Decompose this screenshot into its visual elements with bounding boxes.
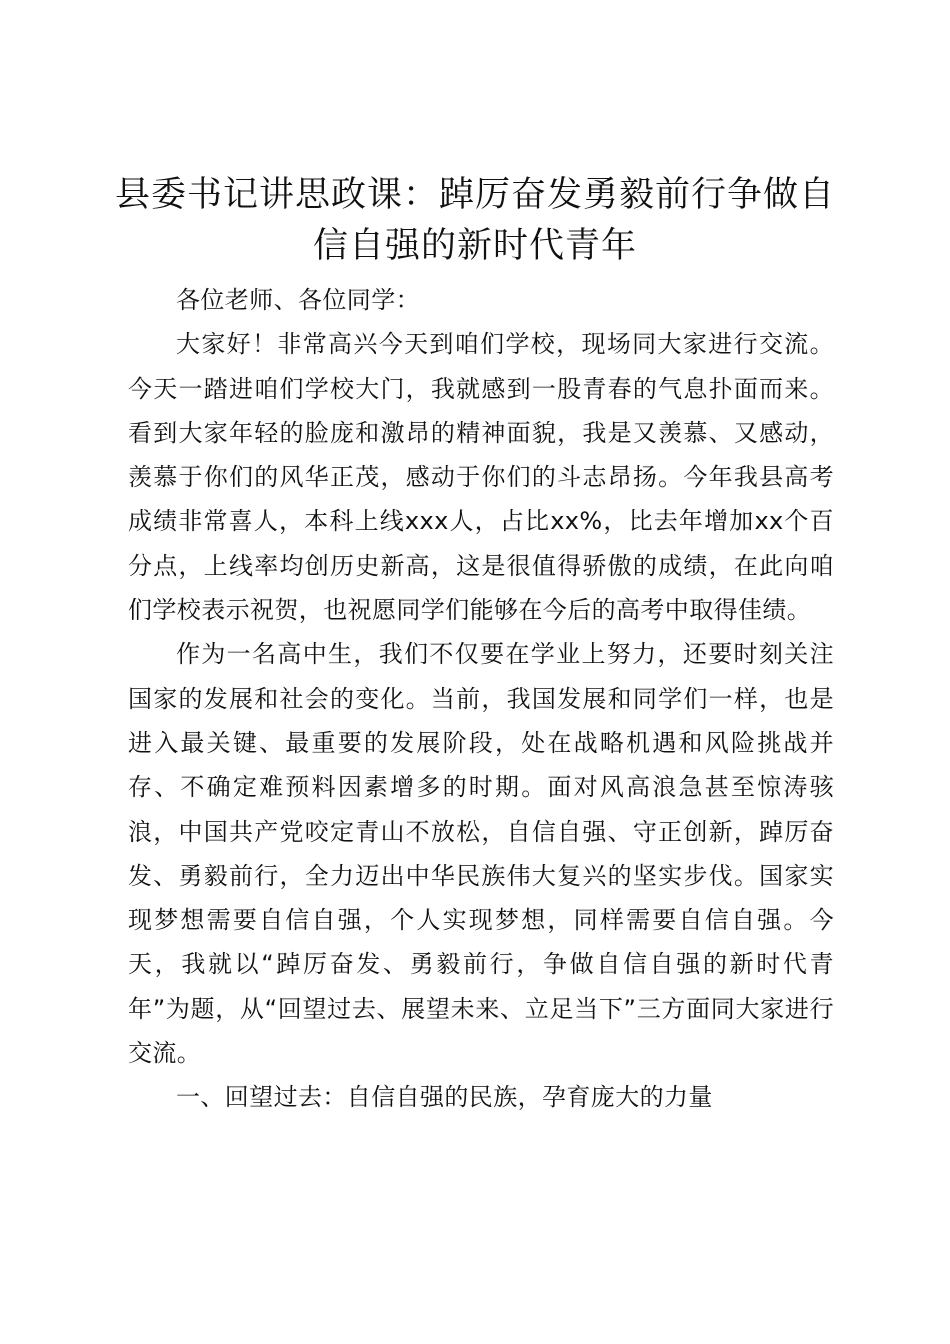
- paragraph-greeting: 大家好！非常高兴今天到咱们学校，现场同大家进行交流。今天一踏进咱们学校大门，我就感到一股青春的气息扑面而来。看到大家年轻的脸庞和激昂的精神面貌，我是又羡慕、又感动，羡慕于你们的风华正茂，感动于你们的斗志昂扬。今年我县高考成绩非常喜人，本科上线xxx人，占比xx%，比去年增加xx个百分点，上线率均创历史新高，这是很值得骄傲的成绩，在此向咱们学校表示祝贺，也祝愿同学们能够在今后的高考中取得佳绩。: [128, 330, 834, 625]
- salutation: 各位老师、各位同学：: [176, 286, 420, 314]
- section-heading: 一、回望过去：自信自强的民族，孕育庞大的力量: [176, 1083, 713, 1112]
- document-body: [128, 278, 834, 1120]
- document-title: 县委书记讲思政课：踔厉奋发勇毅前行争做自信自强的新时代青年: [114, 175, 835, 266]
- paragraph-introduction: 作为一名高中生，我们不仅要在学业上努力，还要时刻关注国家的发展和社会的变化。当前，我国发展和同学们一样，也是进入最关键、最重要的发展阶段，处在战略机遇和风险挑战并存、不确定难预料因素增多的时期。面对风高浪急甚至惊涛骇浪，中国共产党咬定青山不放松，自信自强、守正创新，踔厉奋发、勇毅前行，全力迈出中华民族伟大复兴的坚实步伐。国家实现梦想需要自信自强，个人实现梦想，同样需要自信自强。今天，我就以“踔厉奋发、勇毅前行，争做自信自强的新时代青年”为题，从“回望过去、展望未来、立足当下”三方面同大家进行交流。: [128, 640, 834, 1068]
